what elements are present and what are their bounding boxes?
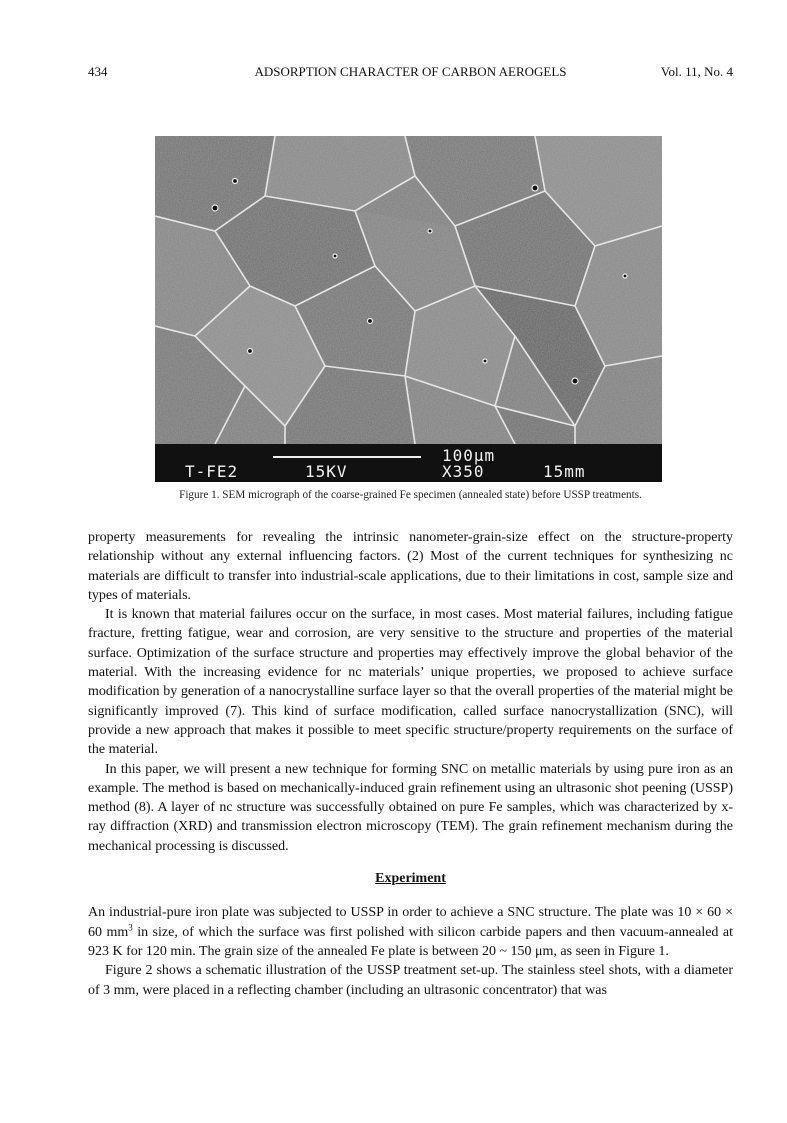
scale-bar-line	[273, 456, 421, 458]
running-header	[88, 64, 733, 82]
page-number: 434	[88, 64, 108, 79]
sem-data-bar	[155, 444, 662, 482]
paragraph-text: An industrial-pure iron plate was subjected to USSP in order to achieve a SNC structure. The plate was 10 × 60 × 60 mm	[88, 905, 733, 940]
running-title: ADSORPTION CHARACTER OF CARBON AEROGELS	[254, 64, 567, 79]
section-heading: Experiment	[375, 871, 446, 887]
paragraph: Figure 2 shows a schematic illustration of the USSP treatment set-up. The stainless steel shots, with a diameter of 3 mm, were placed in a reflecting chamber (including an ultrasonic concentrator) that was	[88, 963, 733, 998]
paragraph	[88, 903, 733, 961]
article-body	[88, 528, 733, 1000]
sem-micrograph	[155, 136, 662, 482]
micrograph-image	[155, 136, 662, 482]
paragraph-text: in size, of which the surface was first polished with silicon carbide papers and then vacuum-annealed at 923 K for 120 min. The grain size of the annealed Fe plate is between 20 ~ 150 μm, as seen in Figure 1.	[88, 924, 733, 959]
paragraph: property measurements for revealing the intrinsic nanometer-grain-size effect on the structure-property relationship without any external influencing factors. (2) Most of the current techniques for synthesizing nc materials are difficult to transfer into industrial-scale applications, due to their limitations in cost, sample size and types of materials.	[88, 530, 733, 603]
working-distance-label: 15mm	[543, 462, 586, 481]
sample-label: T-FE2	[185, 462, 239, 481]
paragraph: In this paper, we will present a new technique for forming SNC on metallic materials by using pure iron as an example. The method is based on mechanically-induced grain refinement using an ultrasonic shot peening (USSP) method (8). A layer of nc structure was successfully obtained on pure Fe samples, which was characterized by x-ray diffraction (XRD) and transmission electron microscopy (TEM). The grain refinement mechanism during the mechanical processing is discussed.	[88, 761, 733, 854]
superscript: 3	[128, 921, 133, 932]
magnification-label: X350	[442, 462, 485, 481]
voltage-label: 15KV	[305, 462, 348, 481]
volume-info: Vol. 11, No. 4	[660, 64, 733, 79]
paragraph: It is known that material failures occur on the surface, in most cases. Most material failures, including fatigue fracture, fretting fatigue, wear and corrosion, are very sensitive to the structure and properties of the material surface. Optimization of the surface structure and properties may effectively improve the global behavior of the material. With the increasing evidence for nc materials’ unique properties, we proposed to achieve surface modification by generation of a nanocrystalline surface layer so that the overall properties of the material might be significantly improved (7). This kind of surface modification, called surface nanocrystallization (SNC), will provide a new approach that makes it possible to meet specific structure/property requirements on the surface of the material.	[88, 607, 733, 758]
figure-caption: Figure 1. SEM micrograph of the coarse-grained Fe specimen (annealed state) before USSP treatments.	[179, 489, 642, 501]
scale-label: 100μm	[442, 446, 496, 465]
